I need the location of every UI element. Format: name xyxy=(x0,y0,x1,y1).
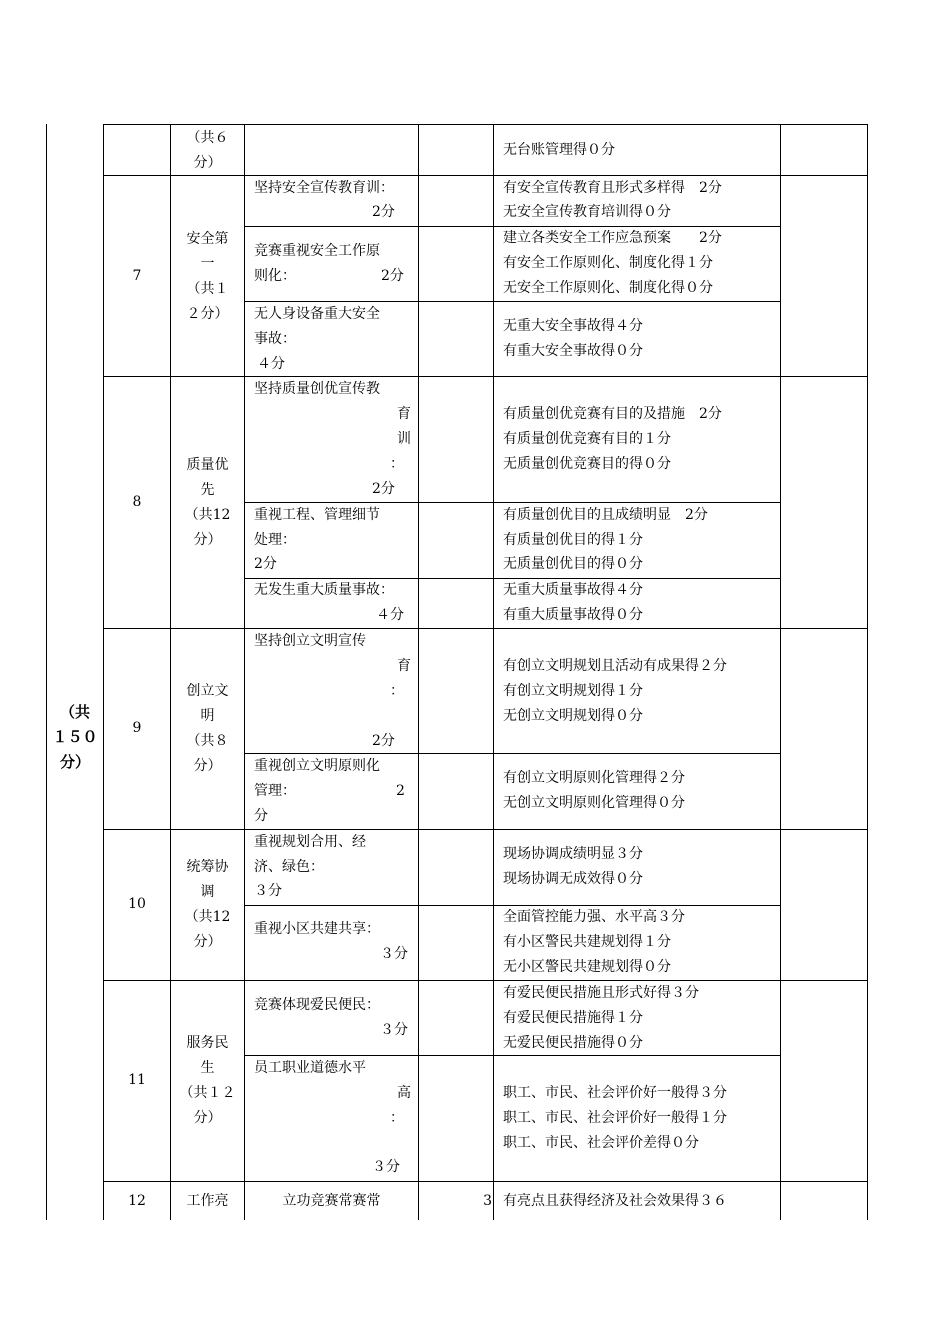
content-line: ： xyxy=(390,456,404,472)
item-label-line: （共６ xyxy=(186,130,229,146)
item-label-line: （共１２ xyxy=(179,1085,236,1101)
score-cell: 3 xyxy=(483,1193,492,1209)
rule-line: 无重大质量事故得４分 xyxy=(503,582,643,598)
item-label-line: （共８ xyxy=(186,733,229,749)
rule-line: 有小区警民共建规划得１分 xyxy=(503,934,671,950)
item-label-line: 统筹协 xyxy=(186,859,229,875)
item-label-line: 分） xyxy=(193,532,222,548)
rule-line: 有质量创优竞赛有目的１分 xyxy=(503,431,671,447)
rule-line: 无爱民便民措施得０分 xyxy=(503,1035,643,1051)
item-label-line: 分） xyxy=(193,934,222,950)
rule-line: 无安全工作原则化、制度化得０分 xyxy=(503,280,713,296)
content-score: 2分 xyxy=(372,204,395,220)
content-score: 2分 xyxy=(372,481,395,497)
row-number: 10 xyxy=(128,896,146,912)
content-score: ３分 xyxy=(380,946,408,962)
item-label-line: 生 xyxy=(200,1060,215,1076)
content-line: 坚持安全宣传教育训： xyxy=(254,180,394,196)
content-line: 员工职业道德水平 xyxy=(254,1060,366,1076)
content-score: 2分 xyxy=(372,733,395,749)
outer-label-line: 分） xyxy=(59,753,90,771)
rule-line: 现场协调无成效得０分 xyxy=(503,871,643,887)
rule-line: 有质量创优竞赛有目的及措施 2分 xyxy=(503,406,722,422)
rule-line: 有质量创优目的得１分 xyxy=(503,532,643,548)
item-label-line: （共１ xyxy=(186,281,229,297)
content-line: 重视工程、管理细节 xyxy=(254,507,380,523)
content-line: 高 xyxy=(397,1085,411,1101)
content-line: 事故： xyxy=(254,331,296,347)
rule-line: 无台账管理得０分 xyxy=(503,142,615,158)
content-line: 育 xyxy=(397,658,411,674)
item-label-line: （共12 xyxy=(184,507,231,523)
content-score: 2分 xyxy=(381,268,404,284)
rule-line: 有重大质量事故得０分 xyxy=(503,607,643,623)
row-number: 8 xyxy=(132,494,142,510)
rule-line: 无小区警民共建规划得０分 xyxy=(503,959,671,975)
content-score: ３分 xyxy=(254,883,282,899)
rule-line: 有质量创优目的且成绩明显 2分 xyxy=(503,507,708,523)
rule-line: 有安全工作原则化、制度化得１分 xyxy=(503,255,713,271)
rule-line: 建立各类安全工作应急预案 2分 xyxy=(503,230,722,246)
content-line: 坚持创立文明宣传 xyxy=(254,633,366,649)
rule-line: 无安全宣传教育培训得０分 xyxy=(503,204,671,220)
item-label-line: 一 xyxy=(200,256,215,272)
rule-line: 有安全宣传教育且形式多样得 2分 xyxy=(503,180,722,196)
rule-line: 职工、市民、社会评价差得０分 xyxy=(503,1135,699,1151)
item-label-line: 分） xyxy=(193,1110,222,1126)
rule-line: 有创立文明规划得１分 xyxy=(503,683,643,699)
rule-line: 有创立文明规划且活动有成果得２分 xyxy=(503,658,727,674)
content-score: ４分 xyxy=(257,356,285,372)
row-number: 12 xyxy=(128,1193,146,1209)
outer-label-line: １５０ xyxy=(52,728,98,746)
content-line: 立功竞赛常赛常 xyxy=(282,1193,381,1209)
content-line: 分 xyxy=(254,808,268,824)
row-number: 11 xyxy=(128,1072,146,1088)
rule-line: 有亮点且获得经济及社会效果得３６ xyxy=(503,1193,727,1209)
content-line: 管理： xyxy=(254,783,296,799)
rule-line: 有爱民便民措施且形式好得３分 xyxy=(503,985,699,1001)
content-line: 则化： xyxy=(254,268,296,284)
rule-line: 无质量创优目的得０分 xyxy=(503,556,643,572)
content-line: 训 xyxy=(397,431,411,447)
rule-line: 无重大安全事故得４分 xyxy=(503,318,643,334)
rule-line: 有重大安全事故得０分 xyxy=(503,343,643,359)
item-label-line: ２分） xyxy=(186,306,229,322)
rule-line: 全面管控能力强、水平高３分 xyxy=(503,909,685,925)
content-line: 重视创立文明原则化 xyxy=(254,758,380,774)
content-line: 处理： xyxy=(254,532,296,548)
content-line: ： xyxy=(390,1110,404,1126)
content-line: 无人身设备重大安全 xyxy=(254,306,380,322)
item-label-line: 服务民 xyxy=(186,1035,229,1051)
content-line: 无发生重大质量事故： xyxy=(254,582,394,598)
item-label-line: 先 xyxy=(200,482,215,498)
content-score: ４分 xyxy=(376,607,404,623)
item-label-line: 安全第 xyxy=(186,231,229,247)
item-label-line: 质量优 xyxy=(186,457,229,473)
row-number: 7 xyxy=(132,268,142,284)
content-line: 坚持质量创优宣传教 xyxy=(254,381,380,397)
item-label-line: 创立文 xyxy=(186,683,229,699)
item-label-line: 调 xyxy=(200,884,215,900)
rule-line: 有创立文明原则化管理得２分 xyxy=(503,770,685,786)
content-score: 2分 xyxy=(254,556,277,572)
content-score: ３分 xyxy=(372,1159,400,1175)
item-label-line: 分） xyxy=(193,155,222,171)
content-score: ３分 xyxy=(380,1022,408,1038)
rule-line: 职工、市民、社会评价好一般得３分 xyxy=(503,1085,727,1101)
row-number: 9 xyxy=(132,720,142,736)
item-label-line: 分） xyxy=(193,758,222,774)
item-label-line: （共12 xyxy=(184,909,231,925)
content-line: 重视小区共建共享： xyxy=(254,921,380,937)
rule-line: 职工、市民、社会评价好一般得１分 xyxy=(503,1110,727,1126)
content-line: 竞赛重视安全工作原 xyxy=(254,243,380,259)
item-label-line: 明 xyxy=(200,708,215,724)
content-line: 重视规划合用、经 xyxy=(254,834,366,850)
rule-line: 无质量创优竞赛目的得０分 xyxy=(503,456,671,472)
item-label-line: 工作亮 xyxy=(186,1193,229,1209)
rule-line: 无创立文明规划得０分 xyxy=(503,708,643,724)
outer-label-line: （共 xyxy=(59,703,90,721)
content-line: ： xyxy=(390,683,404,699)
rule-line: 无创立文明原则化管理得０分 xyxy=(503,795,685,811)
rule-line: 有爱民便民措施得１分 xyxy=(503,1010,643,1026)
content-line: 竞赛体现爱民便民： xyxy=(254,997,380,1013)
content-line: 济、绿色： xyxy=(254,859,324,875)
content-score: 2 xyxy=(396,783,405,799)
content-line: 育 xyxy=(397,406,411,422)
rule-line: 现场协调成绩明显３分 xyxy=(503,846,643,862)
